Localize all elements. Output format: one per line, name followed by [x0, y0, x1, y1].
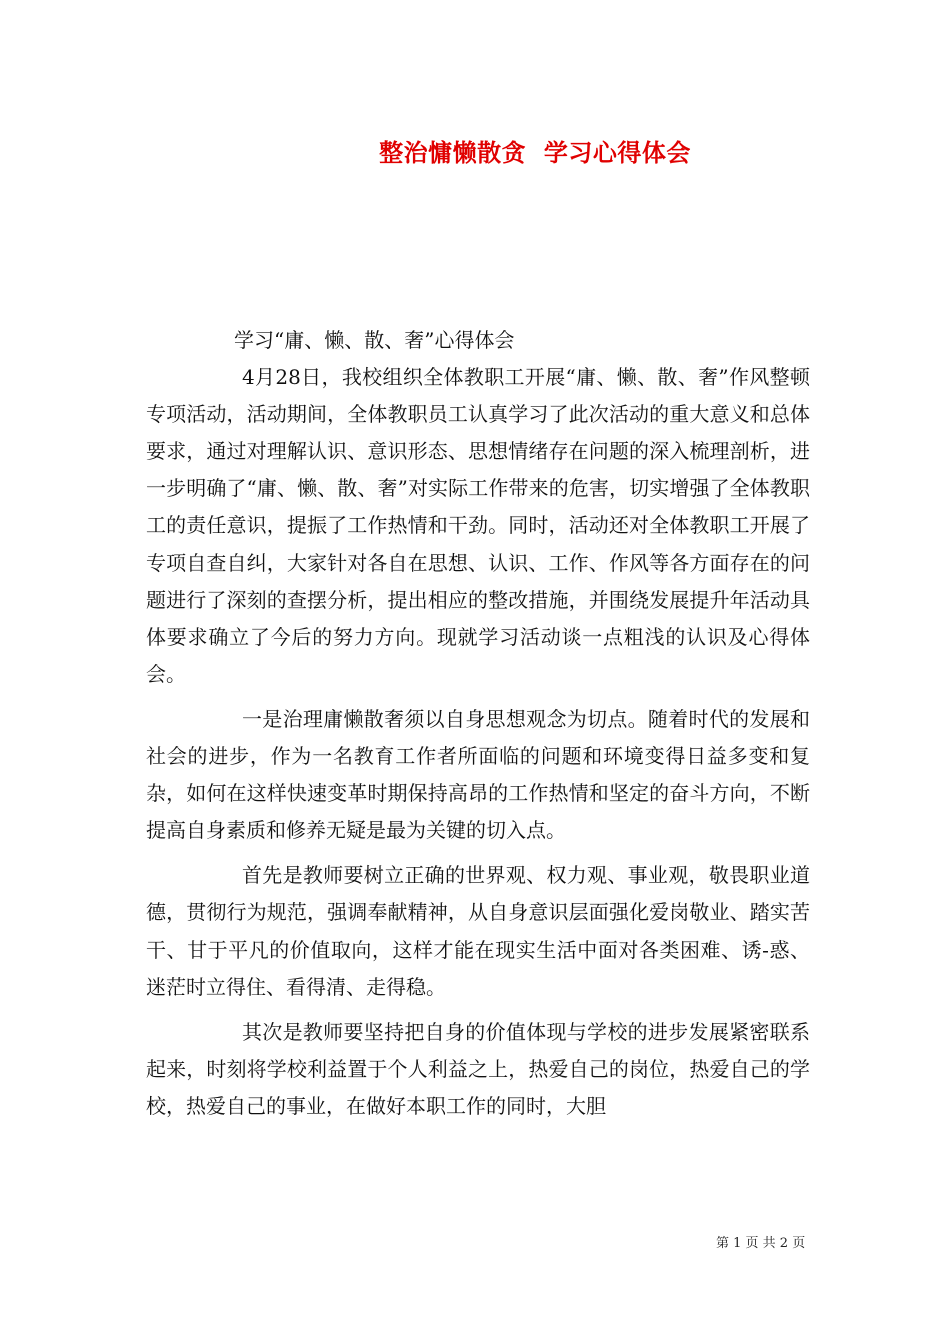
paragraph-second: 其次是教师要坚持把自身的价值体现与学校的进步发展紧密联系起来，时刻将学校利益置于个人利益之上，热爱自己的岗位，热爱自己的学校，热爱自己的事业，在做好本职工作的同时，大胆	[146, 1019, 810, 1118]
document-title: 整治慵懒散贪 学习心得体会	[379, 138, 691, 167]
paragraph-first: 首先是教师要树立正确的世界观、权力观、事业观，敬畏职业道德，贯彻行为规范，强调奉献精神，从自身意识层面强化爱岗敬业、踏实苦干、甘于平凡的价值取向，这样才能在现实生活中面对各类困难、诱-惑、迷茫时立得住、看得清、走得稳。	[146, 863, 810, 999]
page-indicator: 第 1 页 共 2 页	[716, 1236, 806, 1251]
paragraph-gap	[146, 693, 810, 701]
paragraph-intro: 4月28日，我校组织全体教职工开展“庸、懒、散、奢”作风整顿专项活动，活动期间，全体教职员工认真学习了此次活动的重大意义和总体要求，通过对理解认识、意识形态、思想情绪存在问题的深入梳理剖析，进一步明确了“庸、懒、散、奢”对实际工作带来的危害，切实增强了全体教职工的责任意识，提振了工作热情和干劲。同时，活动还对全体教职工开展了专项自查自纠，大家针对各自在思想、认识、工作、作风等各方面存在的问题进行了深刻的查摆分析，提出相应的整改措施，并围绕发展提升年活动具体要求确立了今后的努力方向。现就学习活动谈一点粗浅的认识及心得体会。	[146, 365, 810, 686]
document-subtitle: 学习“庸、懒、散、奢”心得体会	[234, 328, 515, 352]
paragraph-point-one: 一是治理庸懒散奢须以自身思想观念为切点。随着时代的发展和社会的进步，作为一名教育工作者所面临的问题和环境变得日益多变和复杂，如何在这样快速变革时期保持高昂的工作热情和坚定的奋斗方向，不断提高自身素质和修养无疑是最为关键的切入点。	[146, 706, 810, 843]
paragraph-gap	[146, 849, 810, 857]
document-body	[146, 322, 810, 1125]
paragraph-gap	[146, 1006, 810, 1014]
